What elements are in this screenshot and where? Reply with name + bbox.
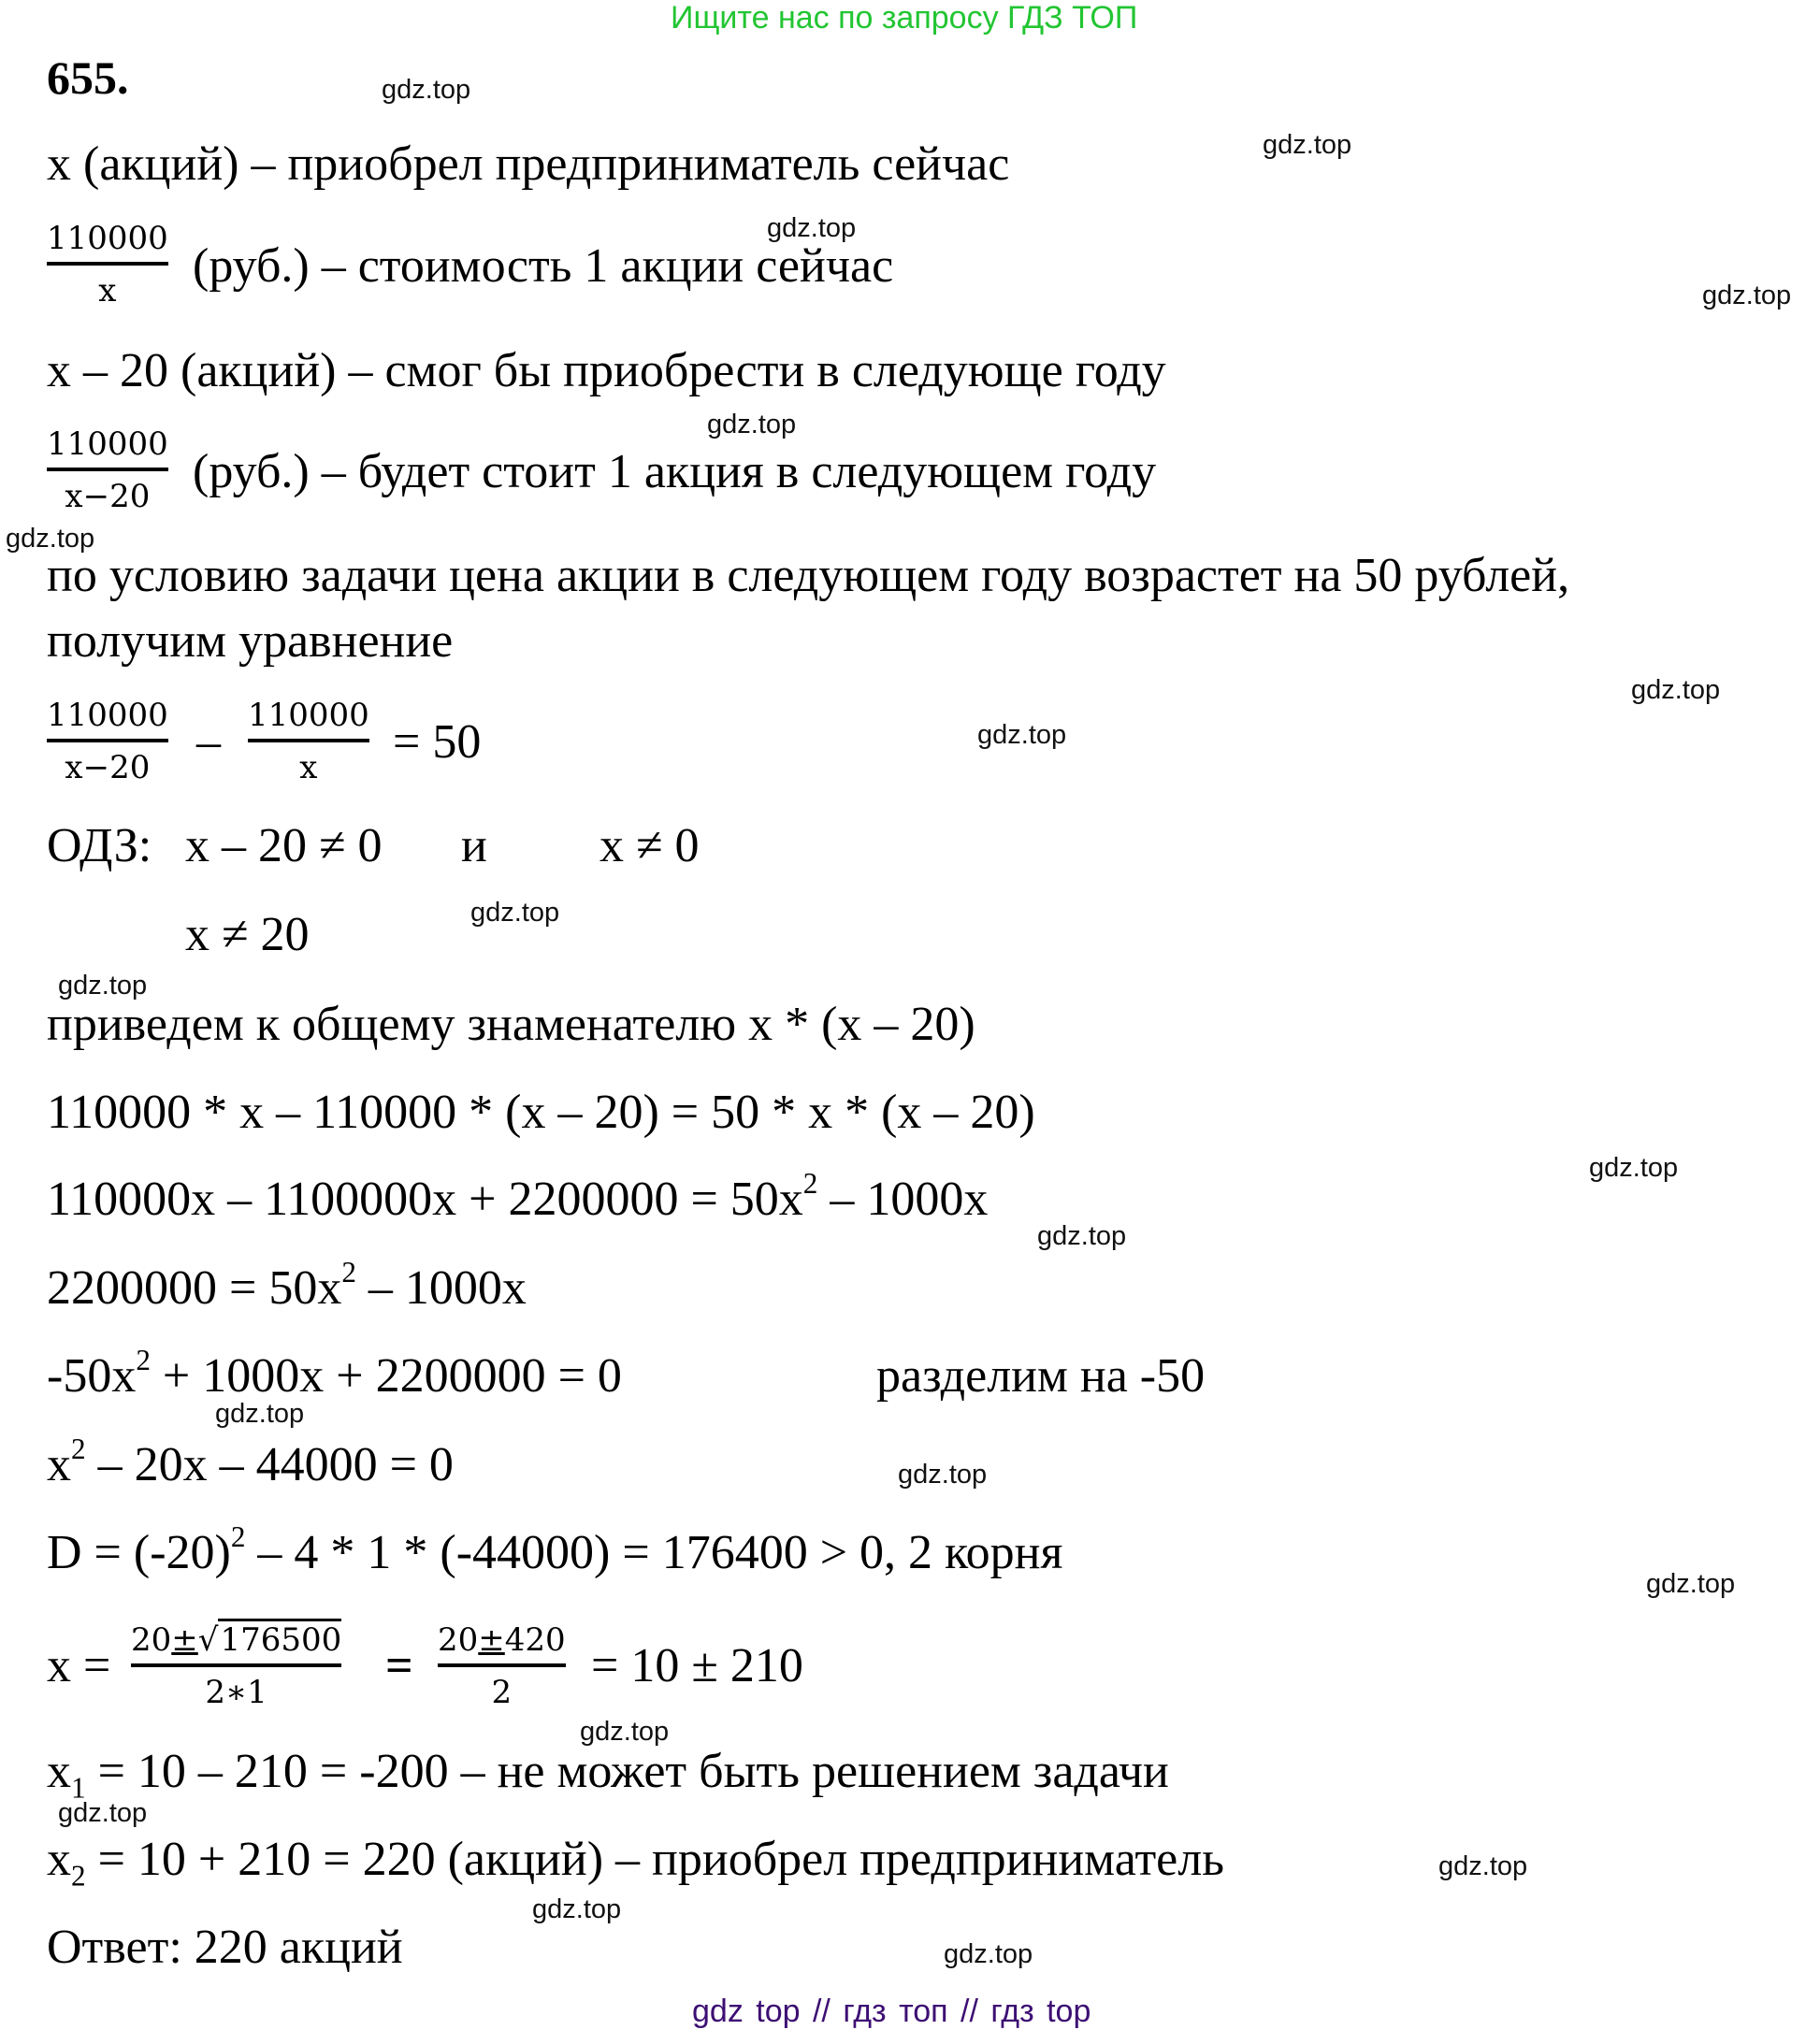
expr-part: x xyxy=(47,1745,71,1798)
odz-condition-1: x – 20 ≠ 0 xyxy=(185,819,383,872)
solution-line-5a: по условию задачи цена акции в следующем году возрастет на 50 рублей, xyxy=(47,549,1570,602)
solution-line-9: 110000 * x – 110000 * (x – 20) = 50 * x * (x – 20) xyxy=(47,1086,1035,1139)
fraction-bar xyxy=(248,739,369,742)
radicand: 176500 xyxy=(218,1619,341,1659)
numerator: 110000 xyxy=(47,697,168,734)
exponent: 2 xyxy=(71,1433,86,1465)
solution-line-10 xyxy=(47,1167,989,1226)
numerator xyxy=(131,1621,342,1659)
sqrt-icon: √ xyxy=(197,1621,219,1659)
fraction-bar xyxy=(47,739,168,742)
num-part: 420 xyxy=(504,1621,566,1659)
watermark: gdz.top xyxy=(1702,281,1792,310)
root-1-line xyxy=(47,1745,1169,1805)
roots-fraction-2 xyxy=(438,1621,566,1711)
equation-rhs: = 50 xyxy=(393,715,482,769)
fraction-price-next-year xyxy=(47,425,168,515)
fraction-bar xyxy=(438,1663,566,1667)
watermark: gdz.top xyxy=(1631,675,1721,705)
expr-part: 2200000 = 50x xyxy=(47,1261,342,1315)
watermark: gdz.top xyxy=(898,1460,988,1490)
denominator: 2∗1 xyxy=(205,1674,267,1711)
exponent: 2 xyxy=(341,1256,356,1289)
solution-line-12 xyxy=(47,1344,622,1403)
numerator: 110000 xyxy=(47,425,168,463)
solution-line-8: приведем к общему знаменателю x * (x – 20) xyxy=(47,998,975,1051)
numerator: 110000 xyxy=(248,697,369,734)
solution-line-4: (руб.) – будет стоит 1 акция в следующем году xyxy=(193,445,1157,498)
expr-part: = 10 – 210 = -200 – не может быть решением задачи xyxy=(85,1745,1169,1798)
expr-part: -50x xyxy=(47,1349,137,1403)
watermark: gdz.top xyxy=(470,898,560,928)
denominator: x−20 xyxy=(65,749,151,786)
exponent: 2 xyxy=(230,1520,246,1553)
watermark: gdz.top xyxy=(58,1798,148,1828)
expr-part: = 10 + 210 = 220 (акций) – приобрел предприниматель xyxy=(85,1833,1224,1886)
watermark: gdz.top xyxy=(1589,1153,1679,1183)
denominator: x−20 xyxy=(65,478,151,515)
expr-part: – 20x – 44000 = 0 xyxy=(85,1438,454,1491)
numerator: 110000 xyxy=(47,220,168,257)
site-footer-links: gdz top // гдз топ // гдз top xyxy=(692,1994,1091,2029)
watermark: gdz.top xyxy=(532,1894,622,1924)
watermark: gdz.top xyxy=(382,75,471,105)
expr-part: x xyxy=(47,1833,71,1886)
problem-number: 655. xyxy=(47,51,129,104)
odz-condition-3: x ≠ 20 xyxy=(185,908,310,961)
fraction-bar xyxy=(47,468,168,471)
watermark: gdz.top xyxy=(1037,1221,1127,1251)
denominator: 2 xyxy=(491,1674,513,1711)
watermark: gdz.top xyxy=(1263,130,1352,160)
watermark: gdz.top xyxy=(215,1399,305,1429)
odz-and: и xyxy=(461,819,487,872)
expr-part: + 1000x + 2200000 = 0 xyxy=(150,1349,622,1403)
roots-lhs: x = xyxy=(47,1639,111,1692)
expr-part: 110000x – 1100000x + 2200000 = 50x xyxy=(47,1173,803,1226)
subscript: 2 xyxy=(71,1859,86,1893)
fraction-eq-left xyxy=(47,699,168,784)
watermark: gdz.top xyxy=(58,971,148,1001)
expr-part: D = (-20) xyxy=(47,1526,231,1579)
subscript: 1 xyxy=(71,1771,86,1805)
expr-part: – 1000x xyxy=(355,1261,527,1315)
watermark: gdz.top xyxy=(580,1717,670,1747)
solution-line-1: x (акций) – приобрел предприниматель сейчас xyxy=(47,137,1010,191)
exponent: 2 xyxy=(136,1344,151,1376)
odz-condition-2: x ≠ 0 xyxy=(599,819,700,872)
discriminant-line xyxy=(47,1520,1063,1579)
roots-fraction-1 xyxy=(131,1621,342,1711)
roots-result: = 10 ± 210 xyxy=(591,1639,803,1692)
watermark: gdz.top xyxy=(1438,1851,1528,1881)
minus-sign: – xyxy=(196,715,221,769)
watermark: gdz.top xyxy=(977,720,1067,750)
exponent: 2 xyxy=(802,1167,818,1200)
num-part: 20 xyxy=(131,1621,172,1659)
expr-part: x xyxy=(47,1438,71,1491)
solution-line-11 xyxy=(47,1256,527,1315)
answer-line: Ответ: 220 акций xyxy=(47,1921,403,1974)
odz-label: ОДЗ: xyxy=(47,819,152,872)
watermark: gdz.top xyxy=(6,524,95,554)
num-part: 20 xyxy=(438,1621,479,1659)
fraction-bar xyxy=(131,1663,341,1667)
plus-minus: ± xyxy=(478,1621,505,1659)
expr-part: – 1000x xyxy=(817,1173,989,1226)
fraction-eq-right xyxy=(248,699,369,784)
solution-line-5b: получим уравнение xyxy=(47,614,454,668)
denominator: x xyxy=(299,749,318,786)
fraction-price-now xyxy=(47,220,168,310)
numerator xyxy=(438,1621,566,1659)
solution-line-13 xyxy=(47,1433,454,1491)
watermark: gdz.top xyxy=(944,1939,1033,1969)
fraction-bar xyxy=(47,262,168,266)
watermark: gdz.top xyxy=(767,213,857,243)
solution-line-3: x – 20 (акций) – смог бы приобрести в следующе году xyxy=(47,344,1166,397)
denominator: x xyxy=(98,272,117,310)
solution-line-2: (руб.) – стоимость 1 акции сейчас xyxy=(193,239,894,293)
equals-sign: = xyxy=(385,1639,413,1692)
plus-minus: ± xyxy=(171,1621,198,1659)
watermark: gdz.top xyxy=(1646,1569,1736,1599)
root-2-line xyxy=(47,1833,1224,1893)
divide-note: разделим на -50 xyxy=(876,1349,1206,1403)
expr-part: – 4 * 1 * (-44000) = 176400 > 0, 2 корня xyxy=(245,1526,1063,1579)
site-banner: Ищите нас по запросу ГДЗ ТОП xyxy=(671,0,1138,36)
watermark: gdz.top xyxy=(707,410,797,439)
